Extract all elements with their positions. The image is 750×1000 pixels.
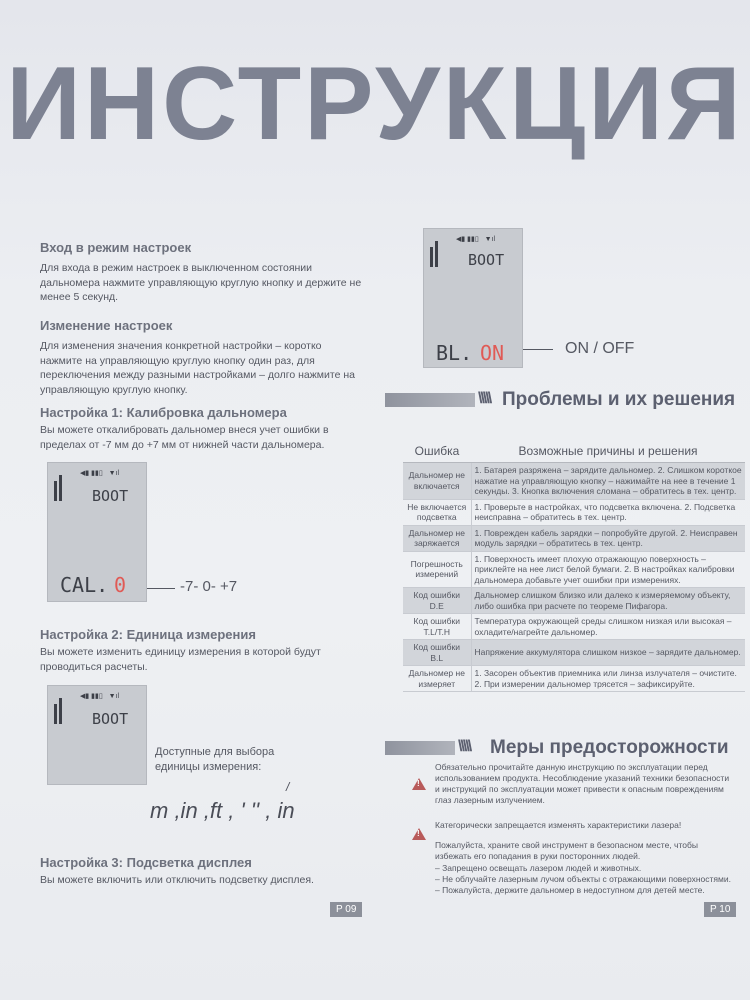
warning-text-2: Категорически запрещается изменять характеристики лазера! <box>435 820 682 830</box>
table-row <box>403 551 745 588</box>
callout-line <box>523 349 553 350</box>
table-row <box>403 499 745 525</box>
table-header-solution: Возможные причины и решения <box>471 438 745 463</box>
table-row <box>403 588 745 614</box>
section-text-backlight: Вы можете включить или отключить подсветку дисплея. <box>40 874 314 886</box>
table-cell-error: Код ошибки B.L <box>403 640 471 666</box>
laser-icon <box>54 698 62 724</box>
laser-icon <box>54 475 62 501</box>
table-cell-solution: Дальномер слишком близко или далеко к измеряемому объекту, либо ошибка при расчете по теореме Пифагора. <box>471 588 745 614</box>
page-number-right: P 10 <box>704 902 736 917</box>
lcd-boot-text: BOOT <box>92 487 129 505</box>
section-text-calibration: Вы можете откалибровать дальномер внеся учет ошибки в пределах от -7 мм до +7 мм от нижней части дальномера. <box>40 424 329 451</box>
table-row <box>403 640 745 666</box>
banner-slashes: \\\\\ <box>458 738 471 755</box>
banner-slashes: \\\\\ <box>478 390 491 407</box>
laser-icon <box>430 241 438 267</box>
warning-text-1: Обязательно прочитайте данную инструкцию по эксплуатации перед использованием продукта. Несоблюдение указаний техники безопасности и инструкций по эксплуатации может привести к опасным повреждениям глаз лазерным излучением. <box>435 762 730 805</box>
table-cell-solution: 1. Проверьте в настройках, что подсветка включена. 2. Подсветка неисправна – обратитесь в тех. центр. <box>471 499 745 525</box>
care-item: – Запрещено освещать лазером людей и животных. <box>435 863 642 873</box>
table-cell-error: Не включается подсветка <box>403 499 471 525</box>
section-title-calibration: Настройка 1: Калибровка дальномера <box>40 405 287 420</box>
lcd-boot-text: BOOT <box>92 710 129 728</box>
table-cell-error: Погрешность измерений <box>403 551 471 588</box>
table-row <box>403 463 745 500</box>
table-header-row <box>403 438 745 463</box>
units-fraction-mark: / <box>286 780 290 794</box>
table-cell-error: Код ошибки D.E <box>403 588 471 614</box>
lcd-cal-label: CAL. <box>60 573 109 597</box>
problems-title: Проблемы и их решения <box>502 389 736 410</box>
status-icons: ◀▮ ▮▮▯ ▼ıl <box>456 236 495 243</box>
lcd-calibration-display <box>47 462 147 602</box>
table-cell-error: Дальномер не включается <box>403 463 471 500</box>
warning-icon <box>412 828 426 840</box>
lcd-units-display <box>47 685 147 785</box>
section-text-enter-settings: Для входа в режим настроек в выключенном состоянии дальномера нажмите управляющую круглую кнопку и держите не менее 5 секунд. <box>40 262 362 303</box>
status-icons: ◀▮ ▮▮▯ ▼ıl <box>80 693 119 700</box>
table-row <box>403 614 745 640</box>
table-cell-error: Дальномер не измеряет <box>403 666 471 692</box>
warning-icon <box>412 778 426 790</box>
units-caption: Доступные для выбора единицы измерения: <box>155 746 275 773</box>
lcd-bl-label: BL. <box>436 341 473 365</box>
care-item: – Пожалуйста, держите дальномер в недоступном для детей месте. <box>435 885 705 895</box>
section-title-units: Настройка 2: Единица измерения <box>40 627 256 642</box>
precautions-title: Меры предосторожности <box>490 737 729 758</box>
care-item: – Не облучайте лазерным лучом объекты с отражающими поверхностями. <box>435 874 731 884</box>
banner-bar <box>385 393 475 407</box>
backlight-options: ON / OFF <box>565 340 635 357</box>
lcd-cal-value: 0 <box>114 573 127 597</box>
page-number-left: P 09 <box>330 902 362 917</box>
lcd-backlight-display <box>423 228 523 368</box>
table-cell-solution: Напряжение аккумулятора слишком низкое – зарядите дальномер. <box>471 640 745 666</box>
table-cell-solution: Температура окружающей среды слишком низкая или высокая – охладите/нагрейте дальномер. <box>471 614 745 640</box>
table-cell-solution: 1. Поверхность имеет плохую отражающую поверхность – приклейте на нее лист белой бумаги. 2. В настройках калибровки дальномера добавьте учет ошибки при измерениях. <box>471 551 745 588</box>
status-icons: ◀▮ ▮▮▯ ▼ıl <box>80 470 119 477</box>
page-title: ИНСТРУКЦИЯ <box>6 46 744 162</box>
section-title-change-settings: Изменение настроек <box>40 318 173 333</box>
care-intro: Пожалуйста, храните свой инструмент в безопасном месте, чтобы избежать его попадания в руки посторонних людей. <box>435 840 698 861</box>
units-list: m ,in ,ft , ' '' , in <box>150 798 295 823</box>
section-title-enter-settings: Вход в режим настроек <box>40 240 192 255</box>
table-header-error: Ошибка <box>403 438 471 463</box>
table-cell-solution: 1. Засорен объектив приемника или линза излучателя – очистите. 2. При измерении дальномер трясется – зафиксируйте. <box>471 666 745 692</box>
section-text-change-settings: Для изменения значения конкретной настройки – коротко нажмите на управляющую круглую кнопку один раз, для переключения между разными настройками – долго нажмите на управляющую круглую кнопку. <box>40 340 355 396</box>
section-text-units: Вы можете изменить единицу измерения в которой будут проводиться расчеты. <box>40 646 321 673</box>
lcd-bl-value: ON <box>480 341 505 365</box>
callout-line <box>147 588 175 589</box>
table-row <box>403 666 745 692</box>
section-title-backlight: Настройка 3: Подсветка дисплея <box>40 855 252 870</box>
calibration-range: -7- 0- +7 <box>180 578 238 595</box>
lcd-boot-text: BOOT <box>468 251 505 269</box>
table-cell-error: Код ошибки T.L/T.H <box>403 614 471 640</box>
table-row <box>403 525 745 551</box>
table-cell-solution: 1. Батарея разряжена – зарядите дальномер. 2. Слишком короткое нажатие на управляющую кнопку – нажимайте на нее в течение 1 секунды. 3. Кнопка включения сломана – обратитесь в тех. центр. <box>471 463 745 500</box>
table-cell-error: Дальномер не заряжается <box>403 525 471 551</box>
problems-table <box>403 438 745 692</box>
table-cell-solution: 1. Поврежден кабель зарядки – попробуйте другой. 2. Неисправен модуль зарядки – обратитесь в тех. центр. <box>471 525 745 551</box>
banner-bar <box>385 741 455 755</box>
